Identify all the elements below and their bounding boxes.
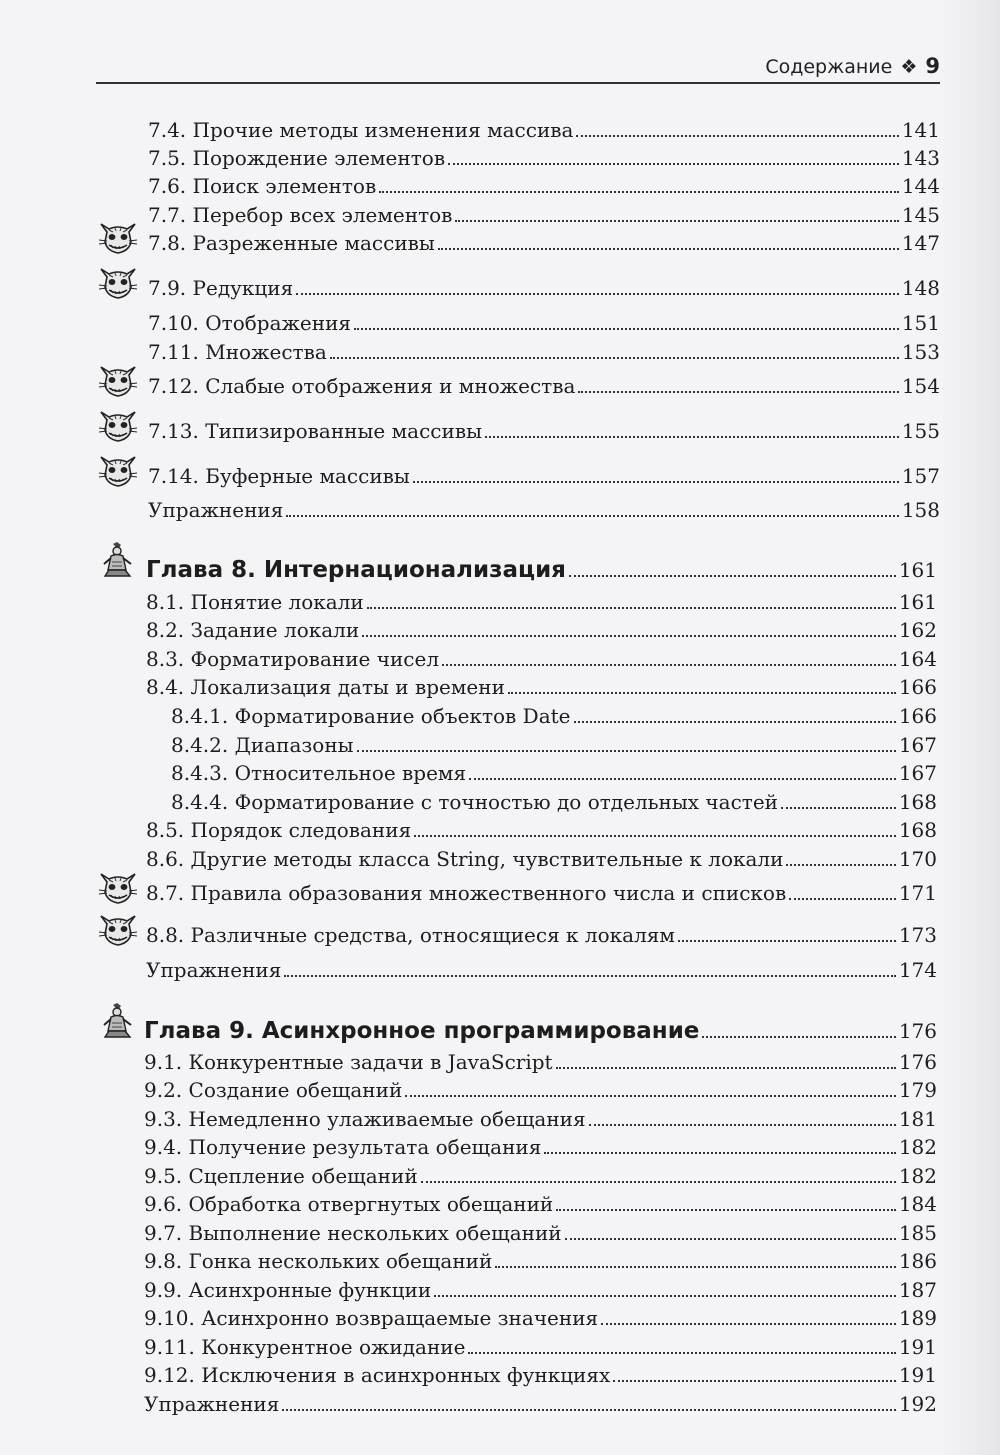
entry-title: 8.4.2. Диапазоны [171, 733, 354, 757]
chapter-figure-icon [97, 1001, 139, 1039]
toc-entry [144, 1331, 937, 1359]
entry-page-number: 168 [898, 818, 937, 842]
toc-entry [148, 494, 940, 522]
entry-title: Упражнения [144, 1392, 280, 1416]
toc-entry [171, 757, 937, 785]
entry-page-number: 148 [901, 276, 940, 300]
dot-leader [438, 248, 899, 250]
dot-leader [421, 1181, 896, 1183]
cheshire-cat-icon [97, 263, 139, 301]
dot-leader [413, 481, 899, 483]
toc-entry [148, 307, 940, 335]
entry-page-number: 176 [898, 1019, 937, 1043]
entry-title: 7.6. Поиск элементов [148, 174, 377, 198]
entry-title: 8.4.4. Форматирование с точностью до отдельных частей [171, 790, 779, 814]
dot-leader [786, 864, 895, 866]
dot-leader [565, 1238, 896, 1240]
entry-page-number: 186 [898, 1249, 937, 1273]
toc-entry [144, 1160, 937, 1188]
entry-page-number: 189 [898, 1306, 937, 1330]
dot-leader [556, 1209, 896, 1211]
dot-leader [442, 664, 896, 666]
entry-page-number: 191 [898, 1363, 937, 1387]
dot-leader [601, 1323, 896, 1325]
toc-entry [144, 1188, 937, 1216]
toc-entry [148, 336, 940, 364]
toc-entry [148, 272, 940, 300]
dot-leader [613, 1380, 896, 1382]
toc-entry [148, 199, 940, 227]
entry-title: 7.10. Отображения [148, 311, 352, 335]
dot-leader [434, 1295, 896, 1297]
toc-entry [148, 142, 940, 170]
toc-entry [171, 729, 937, 757]
entry-title: 7.13. Типизированные массивы [148, 419, 483, 443]
entry-title: 9.2. Создание обещаний [144, 1078, 403, 1102]
toc-entry [146, 814, 937, 842]
entry-title: 7.11. Множества [148, 340, 327, 364]
entry-title: 7.7. Перебор всех элементов [148, 203, 453, 227]
entry-page-number: 167 [898, 761, 937, 785]
ornament-diamond-icon: ❖ [900, 56, 918, 78]
dot-leader [414, 835, 896, 837]
cheshire-cat-icon [97, 451, 139, 489]
toc-chapter-entry [146, 548, 937, 582]
entry-page-number: 192 [898, 1392, 937, 1416]
dot-leader [578, 391, 898, 393]
toc-entry [146, 671, 937, 699]
dot-leader [574, 721, 896, 723]
dot-leader [357, 750, 896, 752]
entry-page-number: 143 [901, 146, 940, 170]
entry-title: 8.4.1. Форматирование объектов Date [171, 704, 571, 728]
page-number: 9 [925, 54, 940, 78]
toc-entry [144, 1359, 937, 1387]
toc-entry [146, 877, 937, 905]
dot-leader [556, 1067, 896, 1069]
entry-page-number: 184 [898, 1192, 937, 1216]
entry-title: 7.8. Разреженные массивы [148, 231, 435, 255]
toc-entry [171, 786, 937, 814]
entry-page-number: 161 [898, 590, 937, 614]
toc-entry [148, 170, 940, 198]
toc-entry [144, 1131, 937, 1159]
entry-title: 8.4.3. Относительное время [171, 761, 467, 785]
entry-title: 9.9. Асинхронные функции [144, 1278, 432, 1302]
toc-entry [148, 370, 940, 398]
entry-title: Упражнения [148, 498, 284, 522]
dot-leader [544, 1152, 895, 1154]
toc-entry [146, 843, 937, 871]
dot-leader [508, 692, 896, 694]
dot-leader [455, 220, 898, 222]
entry-title: 8.2. Задание локали [146, 618, 360, 642]
entry-page-number: 157 [901, 464, 940, 488]
entry-page-number: 145 [901, 203, 940, 227]
toc-entry [144, 1274, 937, 1302]
toc-entry [144, 1074, 937, 1102]
entry-title: 9.11. Конкурентное ожидание [144, 1335, 466, 1359]
entry-title: 8.6. Другие методы класса String, чувствительные к локали [146, 847, 784, 871]
entry-title: 9.8. Гонка нескольких обещаний [144, 1249, 493, 1273]
entry-title: 9.4. Получение результата обещания [144, 1135, 542, 1159]
entry-title: 8.3. Форматирование чисел [146, 647, 440, 671]
entry-title: 8.1. Понятие локали [146, 590, 364, 614]
entry-page-number: 153 [901, 340, 940, 364]
entry-page-number: 176 [898, 1050, 937, 1074]
dot-leader [468, 1352, 895, 1354]
entry-title: 9.10. Асинхронно возвращаемые значения [144, 1306, 599, 1330]
cheshire-cat-icon [97, 910, 139, 948]
entry-page-number: 182 [898, 1135, 937, 1159]
entry-page-number: 182 [898, 1164, 937, 1188]
entry-page-number: 187 [898, 1278, 937, 1302]
entry-title: 8.7. Правила образования множественного числа и списков [146, 881, 787, 905]
dot-leader [330, 357, 899, 359]
entry-title: 7.4. Прочие методы изменения массива [148, 118, 574, 142]
entry-page-number: 167 [898, 733, 937, 757]
entry-page-number: 171 [898, 881, 937, 905]
entry-page-number: 155 [901, 419, 940, 443]
entry-page-number: 158 [901, 498, 940, 522]
toc-entry [144, 1046, 937, 1074]
toc-entry [146, 954, 937, 982]
toc-entry [146, 586, 937, 614]
chapter-title: Глава 9. Асинхронное программирование [144, 1018, 700, 1044]
entry-title: 9.1. Конкурентные задачи в JavaScript [144, 1050, 553, 1074]
toc-entry [144, 1245, 937, 1273]
dot-leader [569, 575, 896, 577]
running-head [765, 54, 940, 78]
cheshire-cat-icon [97, 218, 139, 256]
chapter-title: Глава 8. Интернационализация [146, 557, 566, 583]
dot-leader [702, 1036, 895, 1038]
dot-leader [448, 163, 899, 165]
entry-title: 8.4. Локализация даты и времени [146, 675, 505, 699]
cheshire-cat-icon [97, 868, 139, 906]
toc-entry [144, 1302, 937, 1330]
toc-entry [148, 460, 940, 488]
entry-title: 9.6. Обработка отвергнутых обещаний [144, 1192, 554, 1216]
dot-leader [354, 328, 899, 330]
entry-title: 9.3. Немедленно улаживаемые обещания [144, 1107, 586, 1131]
entry-page-number: 144 [901, 174, 940, 198]
entry-title: 9.7. Выполнение нескольких обещаний [144, 1221, 562, 1245]
entry-page-number: 166 [898, 704, 937, 728]
cheshire-cat-icon [97, 406, 139, 444]
dot-leader [485, 436, 899, 438]
toc-entry [144, 1103, 937, 1131]
toc-entry [148, 227, 940, 255]
entry-page-number: 151 [901, 311, 940, 335]
entry-title: 7.14. Буферные массивы [148, 464, 410, 488]
toc-entry [146, 614, 937, 642]
dot-leader [781, 807, 896, 809]
dot-leader [367, 607, 896, 609]
entry-page-number: 173 [898, 923, 937, 947]
dot-leader [576, 135, 898, 137]
entry-page-number: 179 [898, 1078, 937, 1102]
entry-page-number: 154 [901, 374, 940, 398]
entry-title: 9.5. Сцепление обещаний [144, 1164, 418, 1188]
entry-title: 7.5. Порождение элементов [148, 146, 446, 170]
entry-title: 9.12. Исключения в асинхронных функциях [144, 1363, 611, 1387]
dot-leader [379, 191, 899, 193]
header-rule [96, 82, 940, 84]
entry-title: 8.8. Различные средства, относящиеся к локалям [146, 923, 675, 947]
entry-page-number: 147 [901, 231, 940, 255]
dot-leader [589, 1124, 896, 1126]
toc-entry [148, 415, 940, 443]
toc-entry [171, 700, 937, 728]
cheshire-cat-icon [97, 361, 139, 399]
entry-page-number: 161 [898, 558, 937, 582]
entry-title: Упражнения [146, 958, 282, 982]
dot-leader [469, 778, 896, 780]
entry-page-number: 168 [898, 790, 937, 814]
entry-page-number: 181 [898, 1107, 937, 1131]
page-edge-shadow [940, 0, 1000, 1455]
dot-leader [495, 1266, 896, 1268]
dot-leader [296, 293, 899, 295]
dot-leader [284, 975, 895, 977]
entry-page-number: 185 [898, 1221, 937, 1245]
dot-leader [282, 1409, 895, 1411]
entry-title: 7.12. Слабые отображения и множества [148, 374, 576, 398]
dot-leader [789, 898, 896, 900]
section-title: Содержание [765, 56, 893, 78]
toc-entry [146, 643, 937, 671]
entry-page-number: 164 [898, 647, 937, 671]
entry-page-number: 166 [898, 675, 937, 699]
toc-entry [144, 1388, 937, 1416]
dot-leader [405, 1095, 896, 1097]
entry-title: 7.9. Редукция [148, 276, 294, 300]
dot-leader [678, 940, 896, 942]
toc-entry [148, 114, 940, 142]
entry-page-number: 162 [898, 618, 937, 642]
chapter-figure-icon [97, 540, 139, 578]
entry-page-number: 174 [898, 958, 937, 982]
dot-leader [286, 515, 898, 517]
entry-page-number: 191 [898, 1335, 937, 1359]
dot-leader [362, 635, 896, 637]
toc-entry [144, 1217, 937, 1245]
toc-entry [146, 919, 937, 947]
entry-page-number: 170 [898, 847, 937, 871]
entry-page-number: 141 [901, 118, 940, 142]
entry-title: 8.5. Порядок следования [146, 818, 412, 842]
toc-chapter-entry [144, 1009, 937, 1043]
